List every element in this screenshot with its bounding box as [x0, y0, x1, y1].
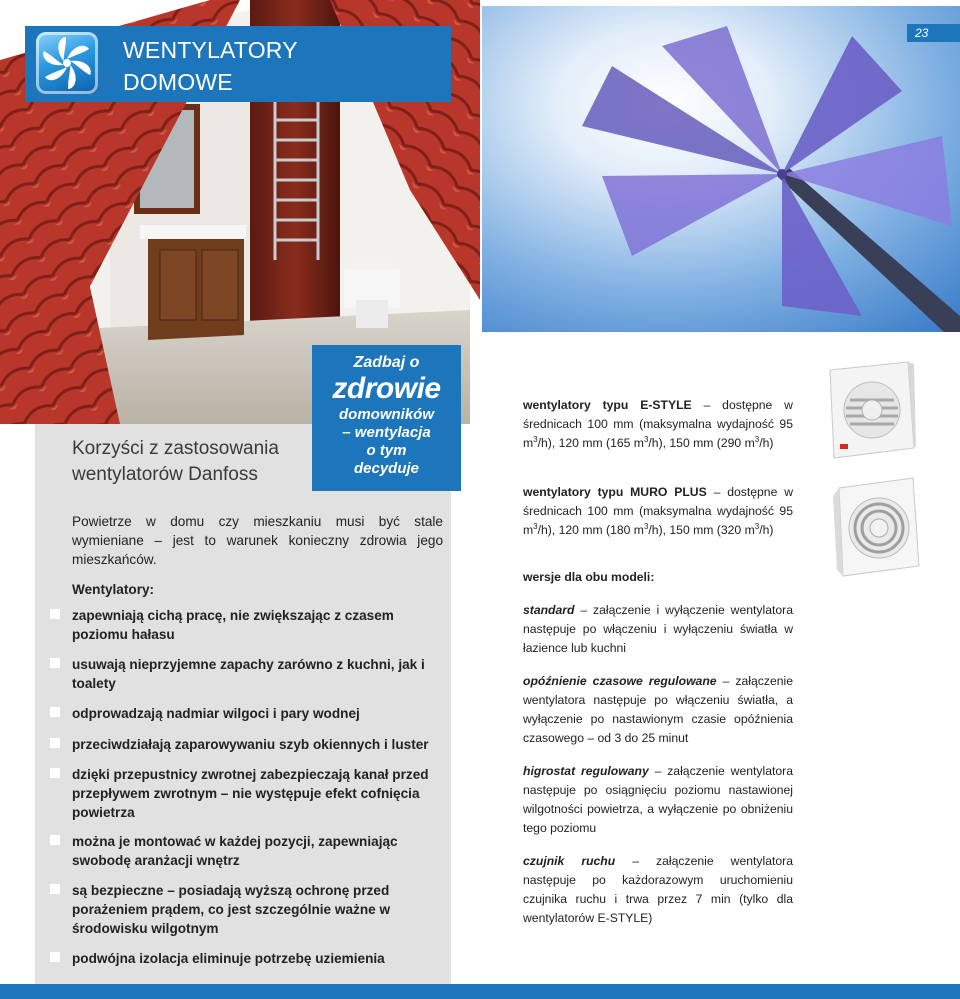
benefit-item [50, 832, 440, 870]
version-desc: – załączenie wentylatora następuje po osiągnięciu poziomu nastawionej wilgotności powietrza, a wyłączenie po obniżeniu tego poziomu [523, 764, 793, 835]
benefit-text: są bezpieczne – posiadają wyższą ochronę przed porażeniem prądem, co jest szczególnie ważne w środowisku wilgotnym [72, 883, 391, 936]
benefit-item [50, 655, 440, 693]
estyle-description: wentylatory typu E-STYLE – dostępne w średnicach 100 mm (maksymalna wydajność 95 $m^3/h$), 120 mm (165 $m^3/h$), 150 mm (290 $m^3/h$) [523, 398, 793, 450]
section-title [123, 34, 443, 98]
benefit-text: dzięki przepustnicy zwrotnej zabezpieczają kanał przed przepływem zwrotnym – nie występuje efekt cofnięcia powietrza [72, 767, 429, 820]
slogan-line4: – wentylacja [342, 424, 431, 441]
version-desc: – załączenie wentylatora następuje po włączeniu światła, a wyłączenie po nastawionym czasie opóźnienia czasowego – od 3 do 25 minut [523, 674, 793, 745]
benefit-item [50, 765, 440, 822]
version-item [523, 672, 793, 748]
estyle-name: wentylatory typu E-STYLE [523, 398, 692, 412]
bullet-square-icon [50, 609, 60, 619]
benefit-text: usuwają nieprzyjemne zapachy zarówno z kuchni, jak i toalety [72, 657, 425, 691]
benefit-item [50, 606, 440, 644]
bullet-square-icon [50, 768, 60, 778]
benefit-text: zapewniają cichą pracę, nie zwiększając z czasem poziomu hałasu [72, 608, 394, 642]
benefits-heading-line1: Korzyści z zastosowania [72, 438, 279, 459]
bottom-bar [0, 984, 960, 999]
bullet-square-icon [50, 707, 60, 717]
version-item [523, 852, 793, 928]
benefit-item [50, 881, 440, 938]
bullet-square-icon [50, 884, 60, 894]
muro-plus-fan-image [833, 474, 923, 578]
bullet-square-icon [50, 738, 60, 748]
version-term: opóźnienie czasowe regulowane [523, 674, 717, 688]
bullet-square-icon [50, 952, 60, 962]
benefit-item [50, 949, 440, 968]
estyle-text: – dostępne w średnicach 100 mm (maksymalna wydajność 95 m [523, 398, 793, 450]
versions-label: wersje dla obu modeli: [523, 570, 655, 584]
version-item [523, 762, 793, 838]
bullet-square-icon [50, 658, 60, 668]
muro-name: wentylatory typu MURO PLUS [523, 485, 707, 499]
page-number: 23 [907, 24, 960, 42]
fan-swirl-icon [36, 32, 98, 94]
benefit-item [50, 735, 440, 754]
version-term: higrostat regulowany [523, 764, 649, 778]
section-title-line1: WENTYLATORY [123, 37, 298, 63]
benefit-text: podwójna izolacja eliminuje potrzebę uziemienia [72, 951, 385, 966]
benefit-text: można je montować w każdej pozycji, zapewniając swobodę aranżacji wnętrz [72, 834, 398, 868]
slogan-line6: decyduje [353, 460, 420, 477]
benefits-heading-line2: wentylatorów Danfoss [72, 464, 258, 485]
version-desc: – załączenie wentylatora następuje po każdorazowym uruchomieniu czujnika ruchu i trwa przez 7 min (tylko dla wentylatorów E-STYLE) [523, 854, 793, 925]
fans-label: Wentylatory: [72, 582, 155, 597]
version-item [523, 601, 793, 658]
slogan-line3: domowników [339, 406, 434, 423]
estyle-fan-image [826, 360, 916, 460]
section-title-line2: DOMOWE [123, 69, 233, 95]
intro-paragraph: Powietrze w domu czy mieszkaniu musi być stale wymieniane – jest to warunek konieczny zdrowia jego mieszkańców. [72, 514, 443, 567]
muro-text: – dostępne w średnicach 100 mm (maksymalna wydajność 95 m [523, 485, 793, 537]
muro-description: wentylatory typu MURO PLUS – dostępne w średnicach 100 mm (maksymalna wydajność 95 $m^3/h$), 120 mm (180 $m^3/h$), 150 mm (320 $m^3/h$) [523, 485, 793, 537]
slogan-line1: Zadbaj o [353, 354, 420, 371]
benefit-text: odprowadzają nadmiar wilgoci i pary wodnej [72, 706, 360, 721]
bullet-square-icon [50, 835, 60, 845]
benefits-heading [72, 436, 312, 488]
section-header-bar [25, 26, 451, 102]
slogan-line5: o tym [366, 442, 407, 459]
slogan-line2: zdrowie [332, 372, 441, 405]
pinwheel-sky-photo [482, 6, 960, 332]
benefit-item [50, 704, 440, 723]
benefit-text: przeciwdziałają zaparowywaniu szyb okiennych i luster [72, 737, 429, 752]
slogan-box [312, 345, 461, 491]
version-desc: – załączenie i wyłączenie wentylatora następuje po włączeniu i wyłączeniu światła w łazience lub kuchni [523, 603, 793, 655]
version-term: standard [523, 603, 575, 617]
version-term: czujnik ruchu [523, 854, 616, 868]
